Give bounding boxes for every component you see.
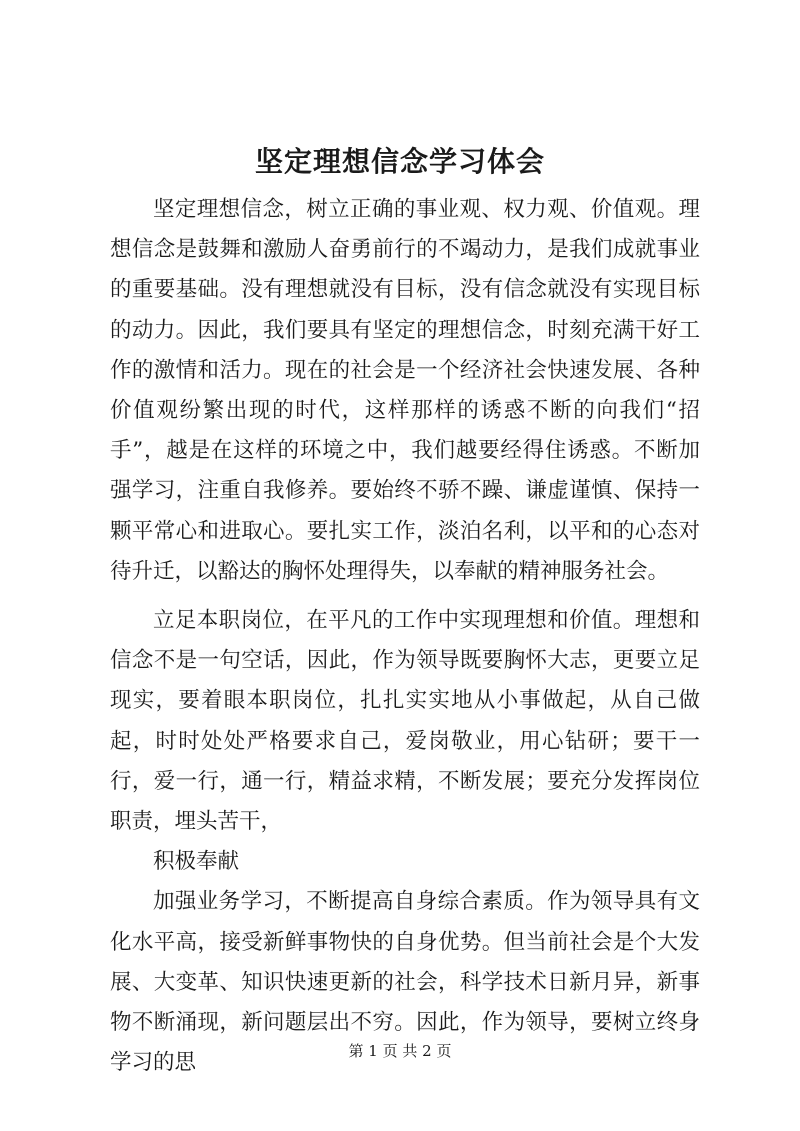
- document-body: [110, 190, 700, 1083]
- page-number-footer: 第 1 页 共 2 页: [348, 1042, 452, 1060]
- paragraph-ideals: 坚定理想信念，树立正确的事业观、权力观、价值观。理想信念是鼓舞和激励人奋勇前行的不竭动力，是我们成就事业的重要基础。没有理想就没有目标，没有信念就没有实现目标的动力。因此，我们要具有坚定的理想信念，时刻充满干好工作的激情和活力。现在的社会是一个经济社会快速发展、各种价值观纷繁出现的时代，这样那样的诱惑不断的向我们“招手”，越是在这样的环境之中，我们越要经得住诱惑。不断加强学习，注重自我修养。要始终不骄不躁、谦虚谨慎、保持一颗平常心和进取心。要扎实工作，淡泊名利，以平和的心态对待升迁，以豁达的胸怀处理得失，以奉献的精神服务社会。: [110, 197, 700, 584]
- paragraph-study: 加强业务学习，不断提高自身综合素质。作为领导具有文化水平高，接受新鲜事物快的自身优势。但当前社会是个大发展、大变革、知识快速更新的社会，科学技术日新月异，新事物不断涌现，新问题层出不穷。因此，作为领导，要树立终身学习的思: [110, 889, 700, 1076]
- paragraph-dedication: 积极奉献: [153, 849, 240, 875]
- document-title: 坚定理想信念学习体会: [254, 145, 545, 178]
- paragraph-job-position: 立足本职岗位，在平凡的工作中实现理想和价值。理想和信念不是一句空话，因此，作为领导既要胸怀大志，更要立足现实，要着眼本职岗位，扎扎实实地从小事做起，从自己做起，时时处处严格要求自己，爱岗敬业，用心钻研；要干一行，爱一行，通一行，精益求精，不断发展；要充分发挥岗位职责，埋头苦干，: [110, 608, 700, 835]
